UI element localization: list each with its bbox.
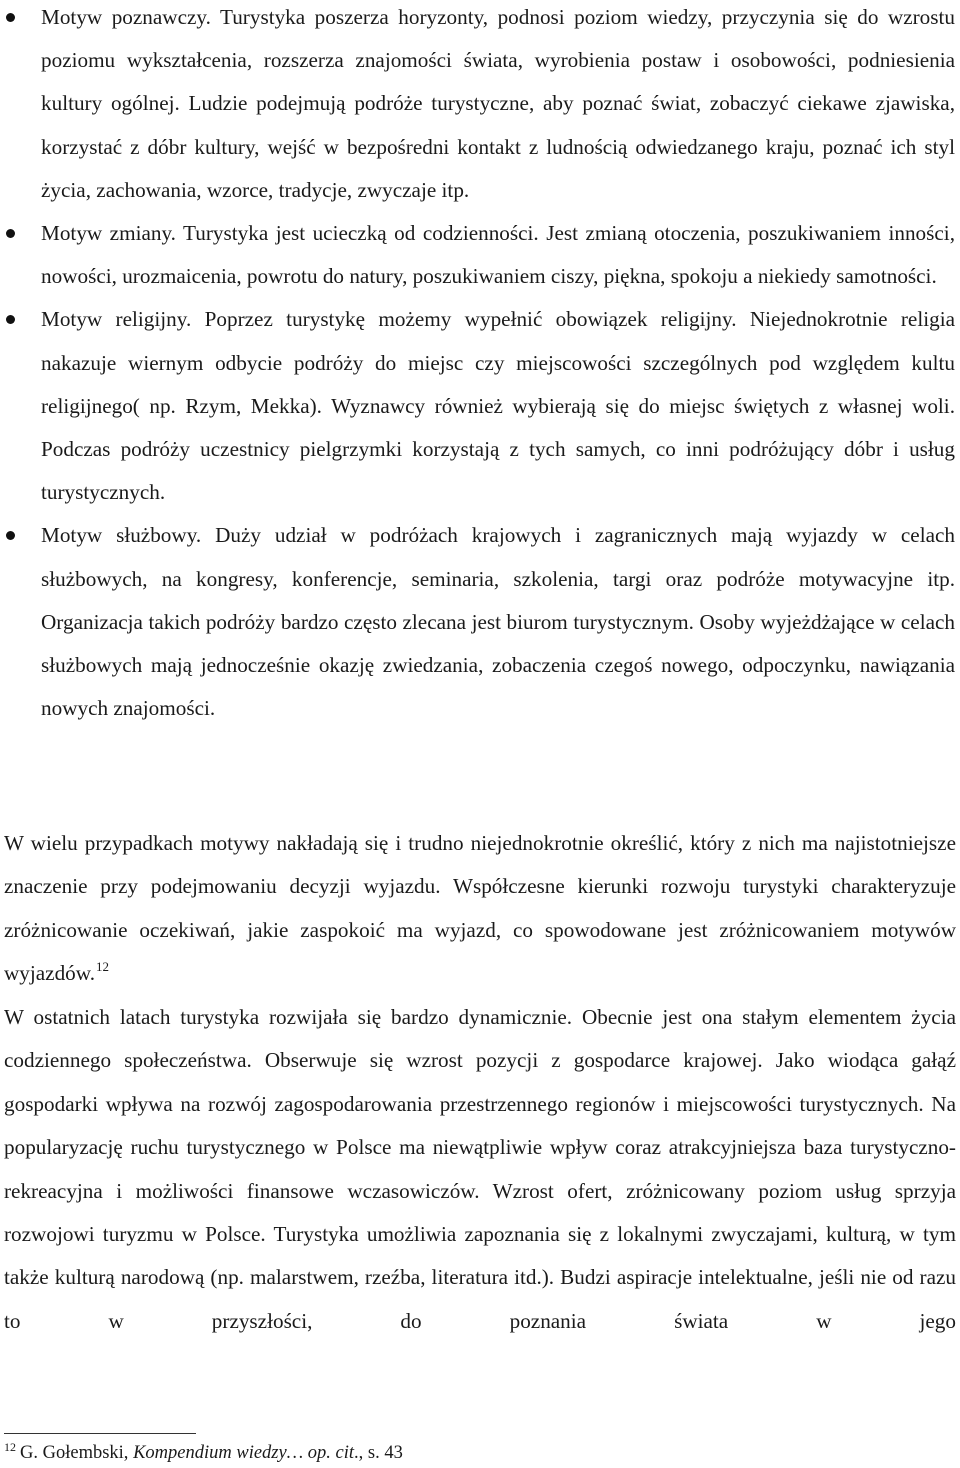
footnote-author: G. Gołembski, <box>20 1443 134 1463</box>
paragraph-text: W ostatnich latach turystyka rozwijała się bardzo dynamicznie. Obecnie jest ona stałym elementem życia codziennego społeczeństwa. Obserwuje się wzrost pozycji z gospodarce krajowej. Jako wiodąca gałąź gospodarki wpływa na rozwój zagospodarowania przestrzennego regionów i miejscowości turystycznych. Na popularyzację ruchu turystycznego w Polsce ma niewątpliwie wpływ coraz atrakcyjniejsza baza turystyczno-rekreacyjna i możliwości finansowe wczasowiczów. Wzrost ofert, zróżnicowany poziom usług sprzyja rozwojowi turyzmu w Polsce. Turystyka umożliwia zapoznania się z lokalnymi zwyczajami, kulturą, w tym także kulturą narodową (np. malarstwem, rzeźba, literatura itd.). Budzi aspiracje intelektualne, jeśli nie od razu to w przyszłości, do poznania świata w jego <box>4 1005 956 1333</box>
bullet-dot-icon <box>6 229 15 238</box>
footnote <box>4 1440 403 1466</box>
footnote-number: 12 <box>4 1440 16 1454</box>
footnote-reference[interactable]: 12 <box>96 959 109 975</box>
motive-bullet-list <box>0 0 960 730</box>
footnote-title: Kompendium wiedzy… op. cit <box>133 1443 355 1463</box>
bullet-item-change <box>0 212 955 298</box>
bullet-item-religious <box>0 298 955 514</box>
footnote-divider <box>4 1433 196 1434</box>
bullet-text: Motyw religijny. Poprzez turystykę możemy wypełnić obowiązek religijny. Niejednokrotnie religia nakazuje wiernym odbycie podróży do miejsc czy miejscowości szczególnych pod względem kultu religijnego( np. Rzym, Mekka). Wyznawcy również wybierają się do miejsc świętych z własnej woli. Podczas podróży uczestnicy pielgrzymki korzystają z tych samych, co inni podróżujący dóbr i usług turystycznych. <box>41 307 955 505</box>
bullet-item-cognitive <box>0 0 955 212</box>
paragraph-motives-overlap <box>4 822 956 996</box>
bullet-text: Motyw zmiany. Turystyka jest ucieczką od codzienności. Jest zmianą otoczenia, poszukiwaniem inności, nowości, urozmaicenia, powrotu do natury, poszukiwaniem ciszy, piękna, spokoju a niekiedy samotności. <box>41 221 955 289</box>
bullet-text: Motyw służbowy. Duży udział w podróżach krajowych i zagranicznych mają wyjazdy w celach służbowych, na kongresy, konferencje, seminaria, szkolenia, targi oraz podróże motywacyjne itp. Organizacja takich podróży bardzo często zlecana jest biurom turystycznym. Osoby wyjeżdżające w celach służbowych mają jednocześnie okazję zwiedzania, zobaczenia czegoś nowego, odpoczynku, nawiązania nowych znajomości. <box>41 523 955 721</box>
paragraph-text: W wielu przypadkach motywy nakładają się i trudno niejednokrotnie określić, który z nich ma najistotniejsze znaczenie przy podejmowaniu decyzji wyjazdu. Współczesne kierunki rozwoju turystyki charakteryzuje zróżnicowanie oczekiwań, jakie zaspokoić ma wyjazd, co spowodowane jest zróżnicowaniem motywów wyjazdów. <box>4 831 956 986</box>
bullet-text: Motyw poznawczy. Turystyka poszerza horyzonty, podnosi poziom wiedzy, przyczynia się do wzrostu poziomu wykształcenia, rozszerza znajomości świata, wyrobienia postaw i osobowości, podniesienia kultury ogólnej. Ludzie podejmują podróże turystyczne, aby poznać świat, zobaczyć ciekawe zjawiska, korzystać z dóbr kultury, wejść w bezpośredni kontakt z ludnością odwiedzanego kraju, poznać ich styl życia, zachowania, wzorce, tradycje, zwyczaje itp. <box>41 5 955 202</box>
bullet-dot-icon <box>6 531 15 540</box>
bullet-dot-icon <box>6 315 15 324</box>
footnote-citation: ., s. 43 <box>354 1443 403 1463</box>
paragraph-tourism-development <box>4 996 956 1343</box>
bullet-item-business <box>0 514 955 730</box>
bullet-dot-icon <box>6 13 15 22</box>
